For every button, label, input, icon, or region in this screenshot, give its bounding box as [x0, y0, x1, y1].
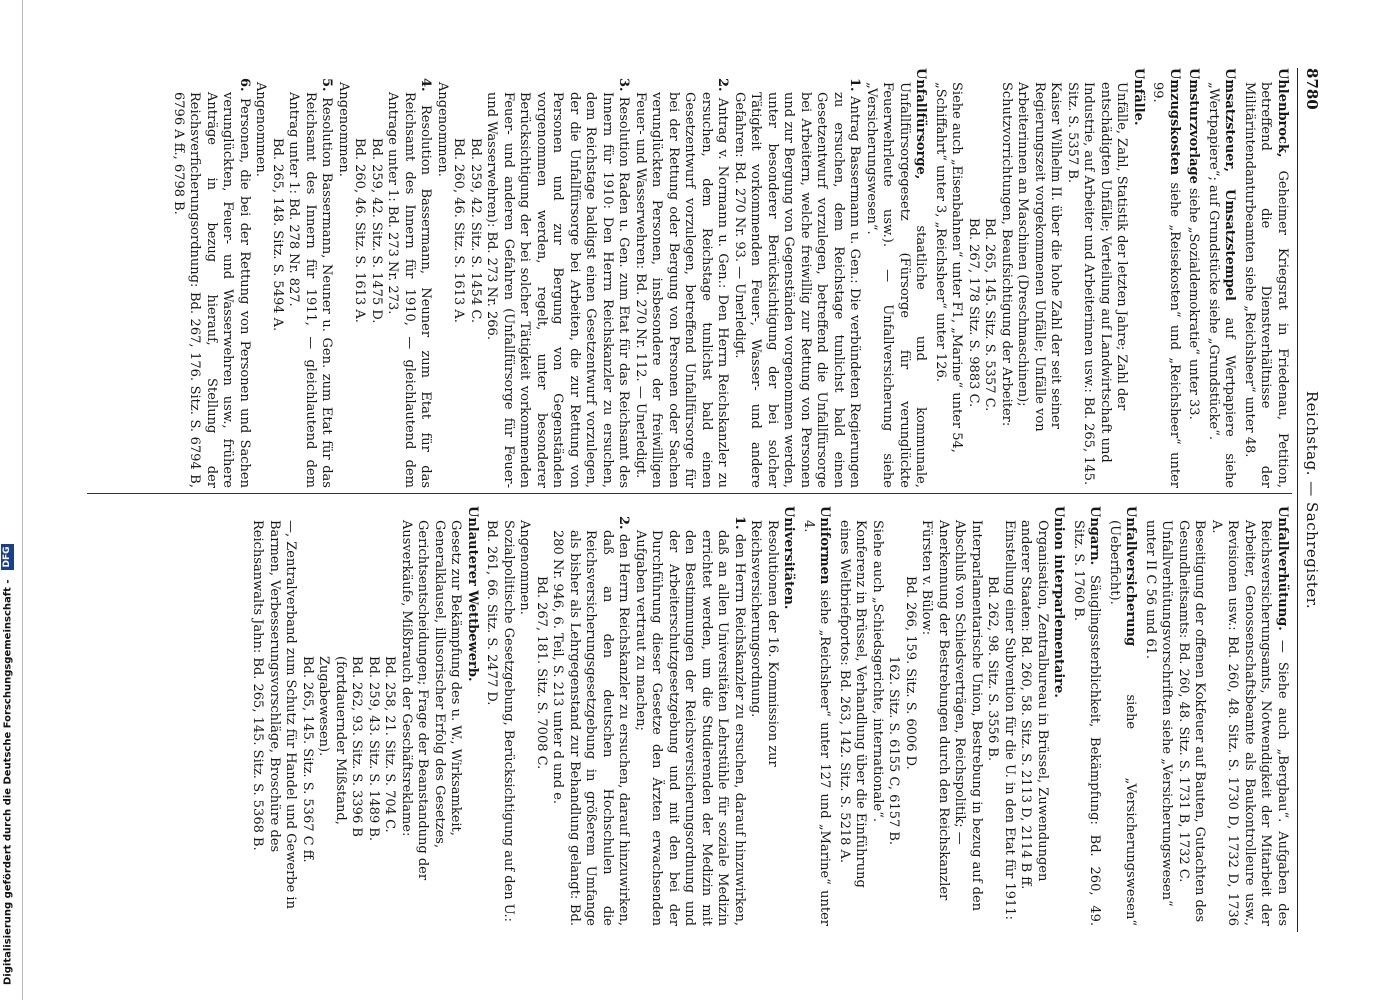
- entry-heading: Uhlenbrock,: [1275, 68, 1290, 158]
- index-entry: [800, 506, 833, 926]
- credit-text: Digitalisierung gefördert durch die Deutsche Forschungsgemeinschaft -: [2, 579, 14, 985]
- numbered-item: [170, 78, 253, 488]
- index-entry: [1241, 68, 1291, 488]
- dfg-logo-icon: DFG: [1, 544, 14, 570]
- entry-text: Einstellung einer Subvention für die U. in den Etat für 1911:: [1002, 520, 1017, 920]
- entry-heading: Universitäten.: [781, 506, 797, 610]
- entry-text: auf Wertpapiere siehe „Wertpapiere“; auf Grundstücke siehe „Grundstücke“.: [1206, 82, 1238, 488]
- entry-text: Interparlamentarische Union, Bestrebung in bezug auf den Abschluß von Schiedsverträgen, Reichspolitik; — Anerkennung der Bestrebungen durch den Reichskanzler Fürsten v. Bülow:: [919, 520, 984, 912]
- index-entry: [1050, 506, 1067, 926]
- entry-heading: Unfallfürsorge,: [913, 68, 929, 180]
- index-entry: [780, 506, 797, 926]
- entry-text: Unfallverhütungsvorschriften siehe „Versicherungswesen“ unter II C 56 und 61.: [1143, 520, 1175, 907]
- index-entry: [1185, 68, 1202, 488]
- left-column: [85, 68, 1290, 488]
- reference-line: Bd. 259, 42. Sitz. S. 1454 C.: [468, 138, 483, 323]
- item-text: Antrag v. Normann u. Gen.: Den Herrn Reichskanzler zu ersuchen, dem Reichstage tunlichst bald einen Gesetzentwurf vorzulegen, betreffend Unfallfürsorge für bei der Rettung oder Bergung von Personen oder Sachen verunglückten Personen, insbesondere der freiwilligen Feuer- und Wasserwehren: Bd. 270 Nr. 112. — Unerledigt.: [633, 92, 731, 488]
- reference-line: Bd. 265, 145. Sitz. S. 5357 C.: [982, 218, 998, 412]
- reference-line: Bd. 260, 46. Sitz. S. 1613 A.: [352, 138, 368, 323]
- entry-text: Gesetz zur Bekämpfung des u. W., Wirksamkeit, Generalklausel, illusorischer Erfolg des Gesetzes, Gerichtsentscheidungen; Frage der Beanstandung der Ausverkäufe, Mißbrauch der Geschäftsreklame:: [399, 520, 464, 881]
- entry-text: —, Zentralverband zum Schutz für Handel und Gewerbe in Barmen, Verbesserungsvorschläge, Broschüre des Reichsanwalts Jahn: Bd. 265, 145. Sitz. S. 5368 B.: [250, 520, 299, 909]
- running-head: Reichstag. — Sachregister.: [1303, 390, 1321, 610]
- reference-line: Bd. 262, 93. Sitz. S. 3396 B (fortdauernder Mißstand, Zugabewesen).: [316, 656, 365, 837]
- entry-text: siehe „Reisekosten“ und „Reichsheer“ unter 99.: [1150, 82, 1182, 488]
- entry-heading: Umsatzsteuer, Umsatzstempel: [1222, 68, 1238, 301]
- column-divider: [87, 493, 1292, 494]
- reference-line: Bd. 259, 43. Sitz. S. 1489 B.: [366, 656, 381, 842]
- item-text: Resolution Bassermann, Neuner u. Gen. zum Etat für das Reichsamt des Innern für 1911, — gleichlautend dem Antrag unter 1: Bd. 278 Nr. 827.: [286, 92, 335, 488]
- entry-text: — Siehe auch „Bergbau“. Aufgaben des Reichsversicherungsamts, Notwendigkeit der Mitarbeit der Arbeiter, Genossenschaftsbeamte als Baukontrolleure usw., Revisionen usw.: Bd. 260, 48. Sitz. S. 1730 D, 1732 D, 1736 A.: [1209, 520, 1290, 926]
- result-text: Angenommen.: [435, 82, 450, 177]
- numbered-item: [384, 78, 434, 488]
- digitization-credit-strip: [0, 0, 23, 1000]
- numbered-item: [285, 78, 335, 488]
- index-entry: [464, 506, 481, 926]
- digitization-credit: [1, 544, 14, 985]
- entry-text: Organisation, Zentralbureau in Brüssel, Zuwendungen anderer Staaten: Bd. 260, 58. Sitz. S. 2113 D, 2114 B ff.: [1018, 520, 1050, 890]
- entry-text: Unfälle, Zahl, Statistik der letzten Jahre; Zahl der entschädigten Unfälle; Verteilung auf Landwirtschaft und Industrie, auf Arbeiter und Arbeiterinnen usw.: Bd. 265, 145. Sitz. S. 5357 B.: [1065, 82, 1130, 486]
- reference-line: Bd. 262, 98. Sitz. S. 3556 B.: [985, 576, 1001, 762]
- item-text: den Herrn Reichskanzler zu ersuchen, darauf hinzuwirken, daß an allen Universitäten Lehrstühle für soziale Medizin errichtet werden, um die Studierenden der Medizin mit den Bestimmungen der Reichsversicherungsordnung und der Arbeiterschutzgesetzgebung und mit den bei der Durchführung dieser Gesetze den Ärzten erwachsenden Aufgaben vertraut zu machen;: [633, 530, 747, 926]
- entry-heading: Uniformen: [817, 506, 833, 585]
- index-entry: [1205, 68, 1238, 488]
- index-entry: [1130, 68, 1147, 488]
- entry-text: Sozialpolitische Gesetzgebung, Berücksichtigung auf den U.: Bd. 261, 66. Sitz. S. 2477 D.: [484, 520, 516, 923]
- entry-text: siehe „Sozialdemokratie“ unter 33.: [1186, 188, 1202, 420]
- reference-line: 162. Sitz. S. 6155 C, 6157 B.: [886, 656, 902, 846]
- numbered-item: [549, 516, 632, 926]
- entry-text: Geheimer Kriegsrat in Friedenau, Petition, betreffend die Dienstverhältnisse der Militärintendanturbeamten siehe „Reichsheer“ unter 48.: [1242, 82, 1290, 488]
- entry-heading: Union interparlementaire.: [1051, 506, 1067, 698]
- reference-line: Bd. 258, 21. Sitz. S. 704 C.: [382, 656, 398, 833]
- entry-heading: Unfallversicherung: [1123, 506, 1139, 647]
- entry-text: Säuglingssterblichkeit, Bekämpfung: Bd. 260, 49. Sitz. S. 1760 B.: [1071, 520, 1103, 926]
- item-text: den Herrn Reichskanzler zu ersuchen, darauf hinzuwirken, daß an den deutschen Hochschulen die Reichsversicherungsgesetzgebung in größerem Umfange als bisher als Lehrgegenstand zur Behandlung gelangt: Bd. 280 Nr. 946, 6. Teil, S. 213 unter d und e.: [550, 530, 632, 926]
- numbered-item: [632, 78, 731, 488]
- page-header: [1300, 68, 1324, 932]
- entry-text: Konferenz in Brüssel, Verhandlung über die Einführung eines Weltbriefportos: Bd. 263, 142. Sitz. S. 5218 A.: [837, 520, 869, 888]
- reference-line: Bd. 265, 145. Sitz. S. 5367 C ff.: [300, 656, 315, 863]
- index-entry: [1070, 506, 1103, 926]
- item-number: 6.: [237, 78, 252, 92]
- reference-line: Bd. 267, 178 Sitz. S. 9883 C.: [966, 218, 981, 408]
- entry-heading: Unfallverhütung.: [1275, 506, 1290, 631]
- item-number: 1.: [732, 516, 747, 530]
- entry-text: staatliche und kommunale, Unfallfürsorgegesetz (Fürsorge für verunglückte Feuerwehrleute usw.). — Unfallversicherung siehe „Versicherungswesen“.: [864, 82, 929, 488]
- numbered-item: [731, 78, 863, 488]
- result-text: Angenommen.: [253, 82, 269, 177]
- reference-line: Bd. 266, 159. Sitz. S. 6006 D.: [903, 576, 918, 770]
- entry-text: Siehe auch „Schiedsgerichte, internationale“.: [870, 520, 885, 822]
- numbered-item: [483, 78, 632, 488]
- result-text: Angenommen.: [336, 82, 351, 177]
- entry-heading: Umsturzvorlage: [1186, 68, 1202, 184]
- index-entry: [1149, 68, 1182, 488]
- index-entry: [863, 68, 929, 488]
- index-entry: [1106, 506, 1139, 926]
- header-rule: [1297, 68, 1298, 932]
- result-text: Angenommen.: [517, 520, 533, 615]
- entry-text: Kaiser Wilhelm II. über die hohe Zahl der seit seiner Regierungszeit vorgekommenen Unfälle; Unfälle von Arbeiterinnen an Maschinen (Dreschmaschinen); Schutzvorrichtungen, Beaufsichtigung der Arbeiter:: [999, 82, 1064, 432]
- entry-heading: Ungarn.: [1087, 506, 1103, 566]
- item-number: 3.: [616, 78, 632, 92]
- reference-line: Bd. 265, 148. Sitz. S. 5494 A.: [270, 138, 285, 332]
- entry-text: Resolutionen der 16. Kommission zur Reichsversicherungsordnung.: [748, 520, 780, 767]
- register-page: [75, 60, 1330, 940]
- item-number: 1.: [847, 78, 863, 92]
- item-text: Antrag Bassermann u. Gen.: Die verbündeten Regierungen zu ersuchen, dem Reichstage tunlichst bald einen Gesetzentwurf vorzulegen, betreffend die Unfallfürsorge bei Arbeitern, welche freiwillig zur Rettung von Personen und zur Bergung von Gegenständen vorgenommen werden, unter besonderer Berücksichtigung der bei solcher Tätigkeit vorkommenden Feuer-, Wasser- und andere Gefahren: Bd. 270 Nr. 93. — Unerledigt.: [732, 92, 863, 488]
- entry-heading: Umzugskosten: [1167, 68, 1182, 176]
- item-number: 2.: [616, 516, 632, 530]
- item-text: Resolution Bassermann, Neuner zum Etat für das Reichsamt des Innern für 1910, — gleichlautend dem Antrage unter 1: Bd. 273 Nr. 273.: [385, 92, 434, 488]
- entry-text: siehe „Versicherungswesen“ (Ueberficht).: [1107, 520, 1139, 926]
- reference-line: Bd. 260, 46. Sitz. S. 1613 A.: [451, 138, 467, 323]
- entry-heading: Unfälle.: [1131, 68, 1146, 126]
- reference-line: Bd. 259, 42. Sitz. S. 1475 D.: [369, 138, 384, 324]
- numbered-item: [632, 516, 748, 926]
- item-text: Resolution Raden u. Gen. zum Etat für das Reichsamt des Innern für 1910: Den Herrn Reichskanzler zu ersuchen, dem Reichstage baldigst einen Gesetzentwurf vorzulegen, der die Unfallfürsorge bei Arbeiten, die zur Rettung von Personen und zur Bergung von Gegenständen vorgenommen werden, regelt, unter besonderer Berücksichtigung der bei solcher Tätigkeit vorkommenden Feuer- und anderen Gefahren (Unfallfürsorge für Feuer- und Wasserwehren): Bd. 273 Nr. 266.: [484, 92, 632, 488]
- entry-heading: Unlauterer Wettbewerb.: [465, 506, 480, 682]
- page-number: 8780: [1303, 68, 1321, 110]
- entry-text: siehe „Reichsheer“ unter 127 und „Marine“ unter 4.: [801, 520, 833, 926]
- item-number: 2.: [715, 78, 731, 92]
- item-number: 4.: [418, 78, 434, 92]
- entry-text: Beseitigung der offenen Kokfeuer auf Bauten, Gutachten des Gesundheitsamts: Bd. 260, 48. Sitz. S. 1731 B, 1732 C.: [1176, 520, 1208, 923]
- reference-line: Bd. 267, 181. Sitz. S. 7008 C.: [534, 576, 549, 770]
- right-column: [85, 506, 1290, 926]
- item-text: Personen, die bei der Rettung von Personen und Sachen verunglückten, Feuer- und Wasserwehren usw., frühere Anträge in bezug hierauf, Stellung der Reichsverficherungsordnung: Bd. 267, 176. Sitz. S. 6794 B, 6796 A ff., 6798 B.: [171, 92, 252, 488]
- index-entry: [1208, 506, 1291, 926]
- item-number: 5.: [319, 78, 335, 92]
- entry-text: Siehe auch „Eisenbahnen“ unter F1, „Marine“ unter 54, „Schiffahrt“ unter 3, „Reichsheer“ unter 126.: [933, 82, 965, 453]
